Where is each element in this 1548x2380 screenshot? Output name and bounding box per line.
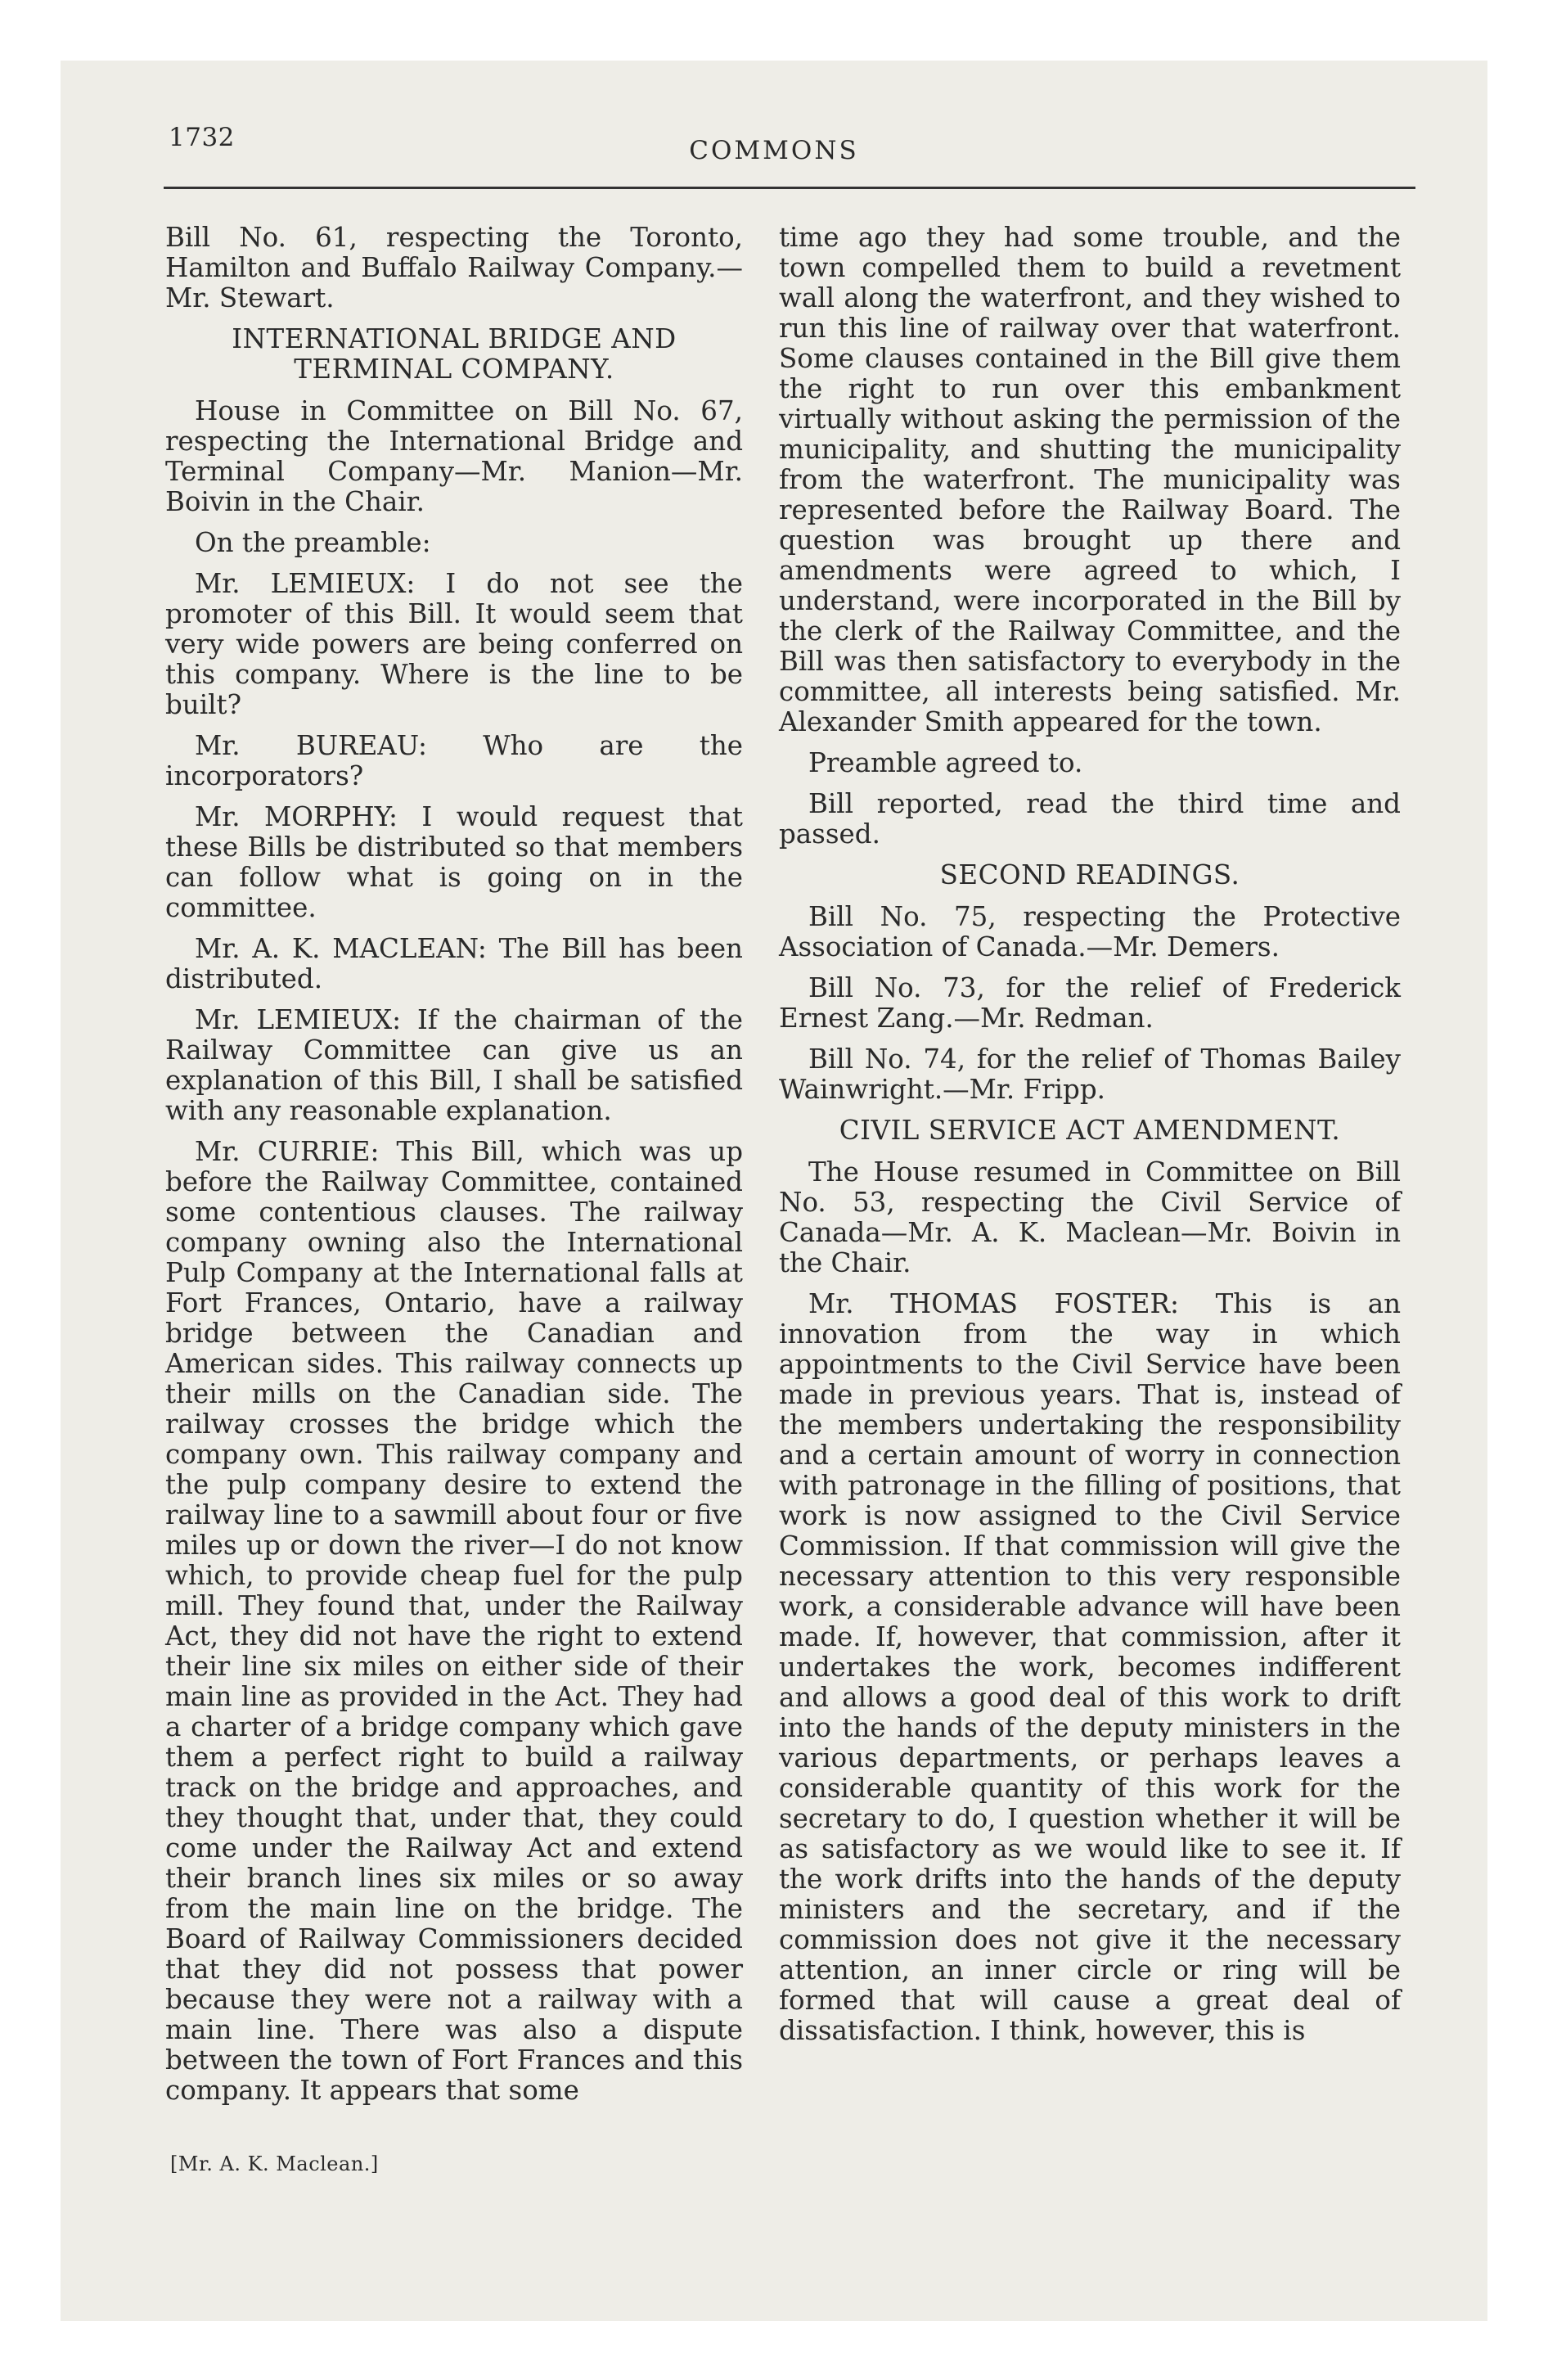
- paragraph-house-resumed: The House resumed in Committee on Bill No. 53, respecting the Civil Service of Canada—Mr. A. K. Maclean—Mr. Boivin in the Chair.: [779, 1156, 1401, 1278]
- paragraph-bill-75: Bill No. 75, respecting the Protective Association of Canada.—Mr. Demers.: [779, 901, 1401, 962]
- speech-bureau: Mr. BUREAU: Who are the incorporators?: [165, 730, 743, 791]
- speech-morphy: Mr. MORPHY: I would request that these Bills be distributed so that members can follow what is going on in the committee.: [165, 801, 743, 923]
- speaker-footer-note: [Mr. A. K. Maclean.]: [170, 2152, 379, 2175]
- left-column: [165, 223, 743, 2116]
- speech-currie: Mr. CURRIE: This Bill, which was up before the Railway Committee, contained some contentious clauses. The railway company owning also the International Pulp Company at the International falls at Fort Frances, Ontario, have a railway bridge between the Canadian and American sides. This railway connects up their mills on the Canadian side. The railway crosses the bridge which the company own. This railway company and the pulp company desire to extend the railway line to a sawmill about four or five miles up or down the river—I do not know which, to provide cheap fuel for the pulp mill. They found that, under the Railway Act, they did not have the right to extend their line six miles on either side of their main line as provided in the Act. They had a charter of a bridge company which gave them a perfect right to build a railway track on the bridge and approaches, and they thought that, under that, they could come under the Railway Act and extend their branch lines six miles or so away from the main line on the bridge. The Board of Railway Commissioners decided that they did not possess that power because they were not a railway with a main line. There was also a dispute between the town of Fort Frances and this company. It appears that some: [165, 1136, 743, 2106]
- speech-thomas-foster: Mr. THOMAS FOSTER: This is an innovation from the way in which appointments to the Civil Service have been made in previous years. That is, instead of the members undertaking the responsibility and a certain amount of worry in connection with patronage in the filling of positions, that work is now assigned to the Civil Service Commission. If that commission will give the necessary attention to this very responsible work, a considerable advance will have been made. If, however, that commission, after it undertakes the work, becomes indifferent and allows a good deal of this work to drift into the hands of the deputy ministers in the various departments, or perhaps leaves a considerable quantity of this work for the secretary to do, I question whether it will be as satisfactory as we would like to see it. If the work drifts into the hands of the deputy ministers and the secretary, and if the commission does not give it the necessary attention, an inner circle or ring will be formed that will cause a great deal of dissatisfaction. I think, however, this is: [779, 1288, 1401, 2046]
- paragraph-preamble-agreed: Preamble agreed to.: [808, 747, 1083, 778]
- speech-currie-continued: time ago they had some trouble, and the town compelled them to build a revetment wall along the waterfront, and they wished to run this line of railway over that waterfront. Some clauses contained in the Bill give them the right to run over this embankment virtually without asking the permission of the municipality, and shutting the municipality from the waterfront. The municipality was represented before the Railway Board. The question was brought up there and amendments were agreed to which, I understand, were incorporated in the Bill by the clerk of the Railway Committee, and the Bill was then satisfactory to everybody in the committee, all interests being satisfied. Mr. Alexander Smith appeared for the town.: [779, 222, 1401, 737]
- paragraph-bill-73: Bill No. 73, for the relief of Frederick Ernest Zang.—Mr. Redman.: [779, 972, 1401, 1034]
- paragraph-bill-61: Bill No. 61, respecting the Toronto, Hamilton and Buffalo Railway Company.—Mr. Stewart.: [165, 222, 743, 313]
- paragraph-on-the-preamble: On the preamble:: [195, 527, 431, 558]
- paragraph-house-in-committee: House in Committee on Bill No. 67, respecting the International Bridge and Terminal Company—Mr. Manion—Mr. Boivin in the Chair.: [165, 395, 743, 517]
- section-heading-international-bridge: INTERNATIONAL BRIDGE AND TERMINAL COMPANY.: [232, 323, 677, 385]
- section-heading-second-readings: SECOND READINGS.: [939, 859, 1240, 890]
- speech-maclean: Mr. A. K. MACLEAN: The Bill has been distributed.: [165, 933, 743, 994]
- paragraph-bill-reported: Bill reported, read the third time and passed.: [779, 788, 1401, 850]
- paragraph-bill-74: Bill No. 74, for the relief of Thomas Bailey Wainwright.—Mr. Fripp.: [779, 1044, 1401, 1105]
- speech-lemieux-2: Mr. LEMIEUX: If the chairman of the Railway Committee can give us an explanation of this Bill, I shall be satisfied with any reasonable explanation.: [165, 1004, 743, 1126]
- speech-lemieux-1: Mr. LEMIEUX: I do not see the promoter of this Bill. It would seem that very wide powers are being conferred on this company. Where is the line to be built?: [165, 568, 743, 720]
- header-rule: [164, 187, 1415, 189]
- section-heading-civil-service: CIVIL SERVICE ACT AMENDMENT.: [839, 1115, 1341, 1146]
- right-column: [779, 223, 1401, 2057]
- running-head: COMMONS: [689, 136, 859, 165]
- page-number: 1732: [169, 123, 235, 152]
